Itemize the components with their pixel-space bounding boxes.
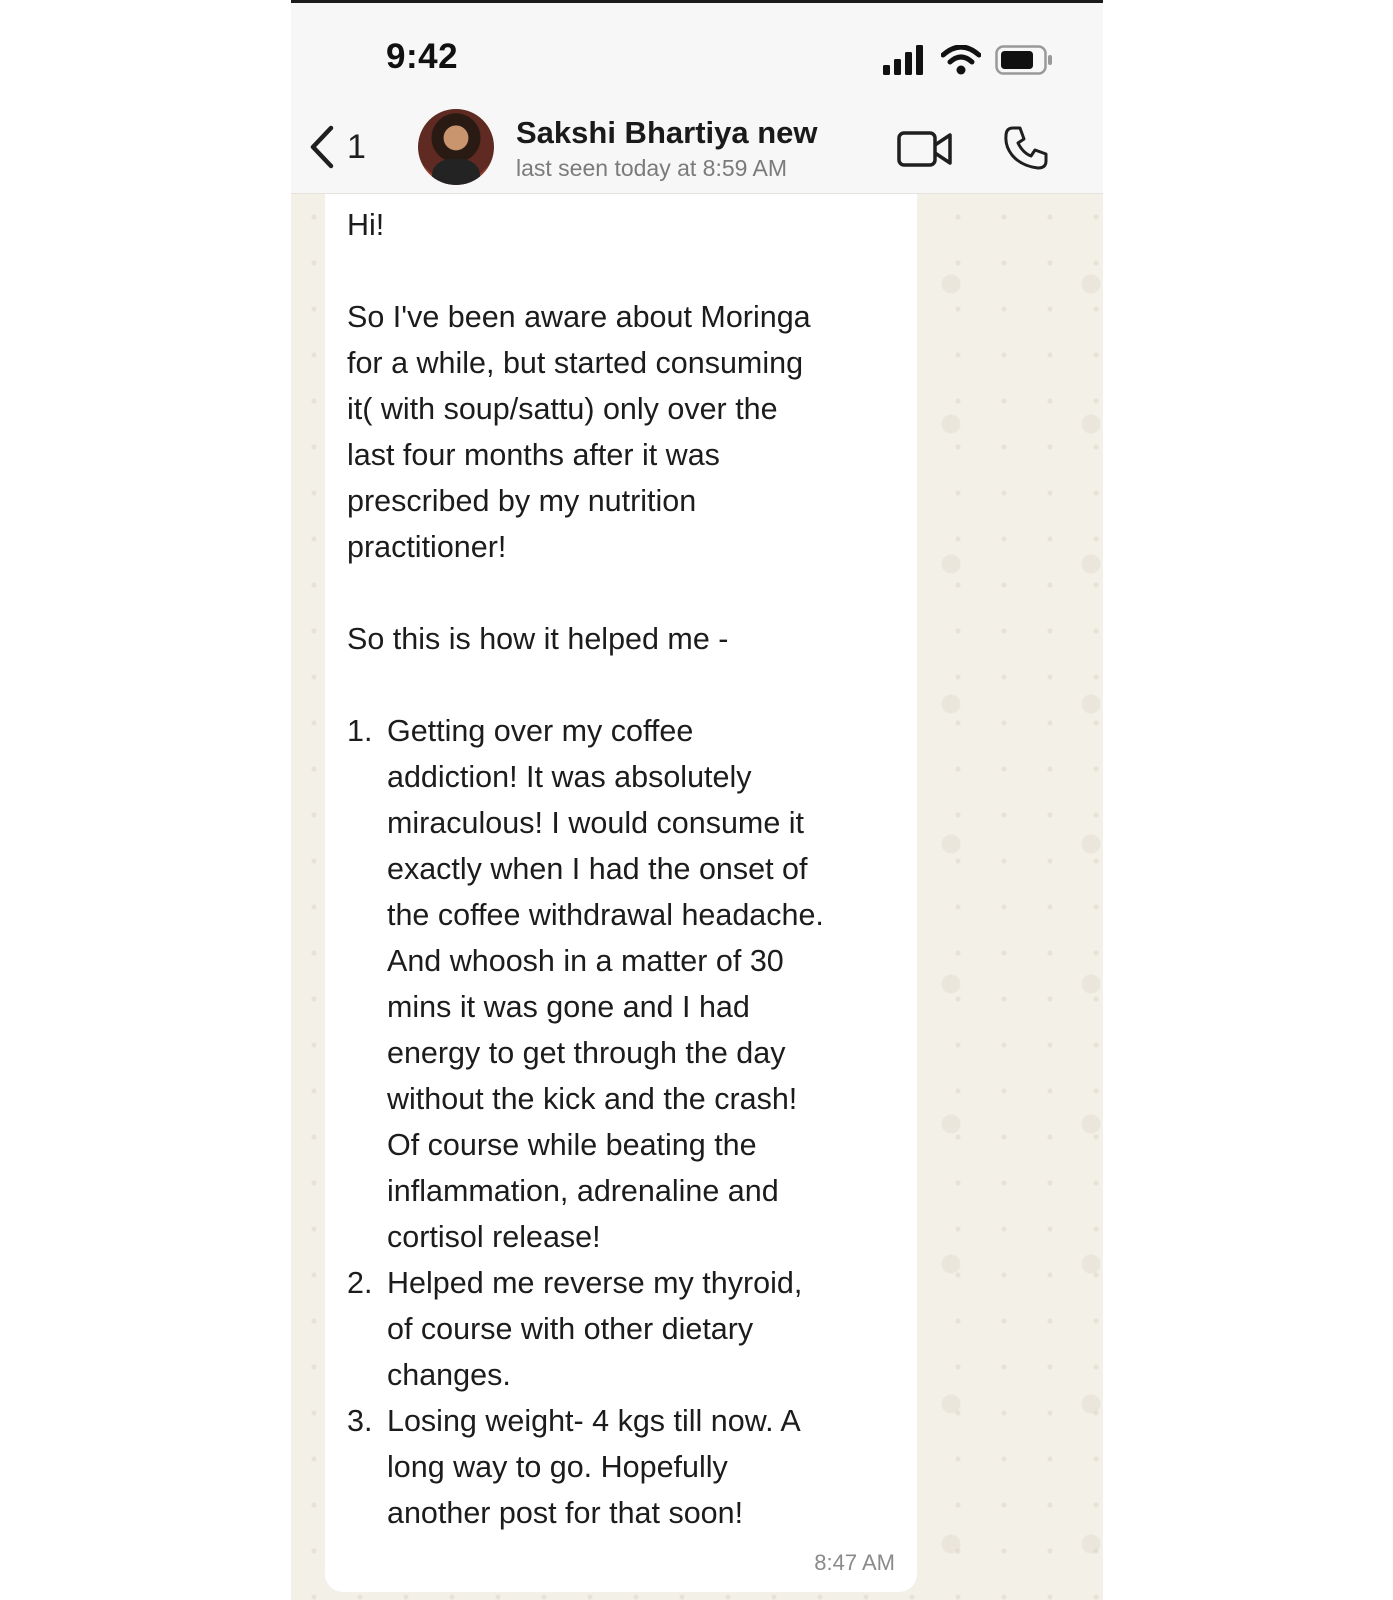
message-line: practitioner! <box>347 530 507 564</box>
wifi-icon <box>941 45 981 75</box>
list-line: And whoosh in a matter of 30 <box>387 944 784 978</box>
phone-icon <box>1003 125 1049 171</box>
status-bar <box>291 3 1103 103</box>
avatar[interactable] <box>418 109 494 185</box>
message-line: it( with soup/sattu) only over the <box>347 392 778 426</box>
contact-name[interactable]: Sakshi Bhartiya new <box>516 115 818 150</box>
chevron-left-icon <box>309 125 335 169</box>
status-time: 9:42 <box>386 37 459 76</box>
chat-header <box>291 103 1103 194</box>
benefit-list <box>347 708 897 1536</box>
message-line: for a while, but started consuming <box>347 346 804 380</box>
video-camera-icon <box>897 129 953 169</box>
battery-icon <box>995 45 1053 75</box>
list-item <box>347 1398 897 1536</box>
last-seen-status: last seen today at 8:59 AM <box>516 155 788 181</box>
back-button[interactable] <box>309 125 366 169</box>
list-line: Of course while beating the <box>387 1128 757 1162</box>
list-line: energy to get through the day <box>387 1036 786 1070</box>
message-line: prescribed by my nutrition <box>347 484 697 518</box>
list-line: Helped me reverse my thyroid, <box>387 1266 803 1300</box>
list-line: of course with other dietary <box>387 1312 754 1346</box>
list-line: inflammation, adrenaline and <box>387 1174 779 1208</box>
message-text <box>347 202 897 1536</box>
list-line: exactly when I had the onset of <box>387 852 808 886</box>
status-icons <box>883 43 1053 77</box>
list-line: addiction! It was absolutely <box>387 760 752 794</box>
list-line: the coffee withdrawal headache. <box>387 898 824 932</box>
list-line: without the kick and the crash! <box>387 1082 798 1116</box>
message-line: last four months after it was <box>347 438 720 472</box>
list-line: mins it was gone and I had <box>387 990 750 1024</box>
list-number: 3. <box>347 1404 373 1438</box>
phone-screen <box>291 0 1103 1600</box>
voice-call-button[interactable] <box>1003 125 1049 176</box>
message-line: So I've been aware about Moringa <box>347 300 811 334</box>
list-number: 1. <box>347 714 373 748</box>
list-item <box>347 1260 897 1398</box>
list-line: changes. <box>387 1358 511 1392</box>
list-line: Getting over my coffee <box>387 714 694 748</box>
list-line: long way to go. Hopefully <box>387 1450 728 1484</box>
unread-count: 1 <box>347 127 366 166</box>
list-line: Losing weight- 4 kgs till now. A <box>387 1404 801 1438</box>
list-line: another post for that soon! <box>387 1496 744 1530</box>
message-greeting: Hi! <box>347 208 385 242</box>
video-call-button[interactable] <box>897 129 953 174</box>
cellular-signal-icon <box>883 45 927 75</box>
list-item <box>347 708 897 1260</box>
list-line: miraculous! I would consume it <box>387 806 805 840</box>
message-intro: So this is how it helped me - <box>347 622 729 656</box>
message-timestamp: 8:47 AM <box>814 1550 895 1575</box>
list-number: 2. <box>347 1266 373 1300</box>
list-line: cortisol release! <box>387 1220 601 1254</box>
message-bubble[interactable] <box>325 194 917 1592</box>
